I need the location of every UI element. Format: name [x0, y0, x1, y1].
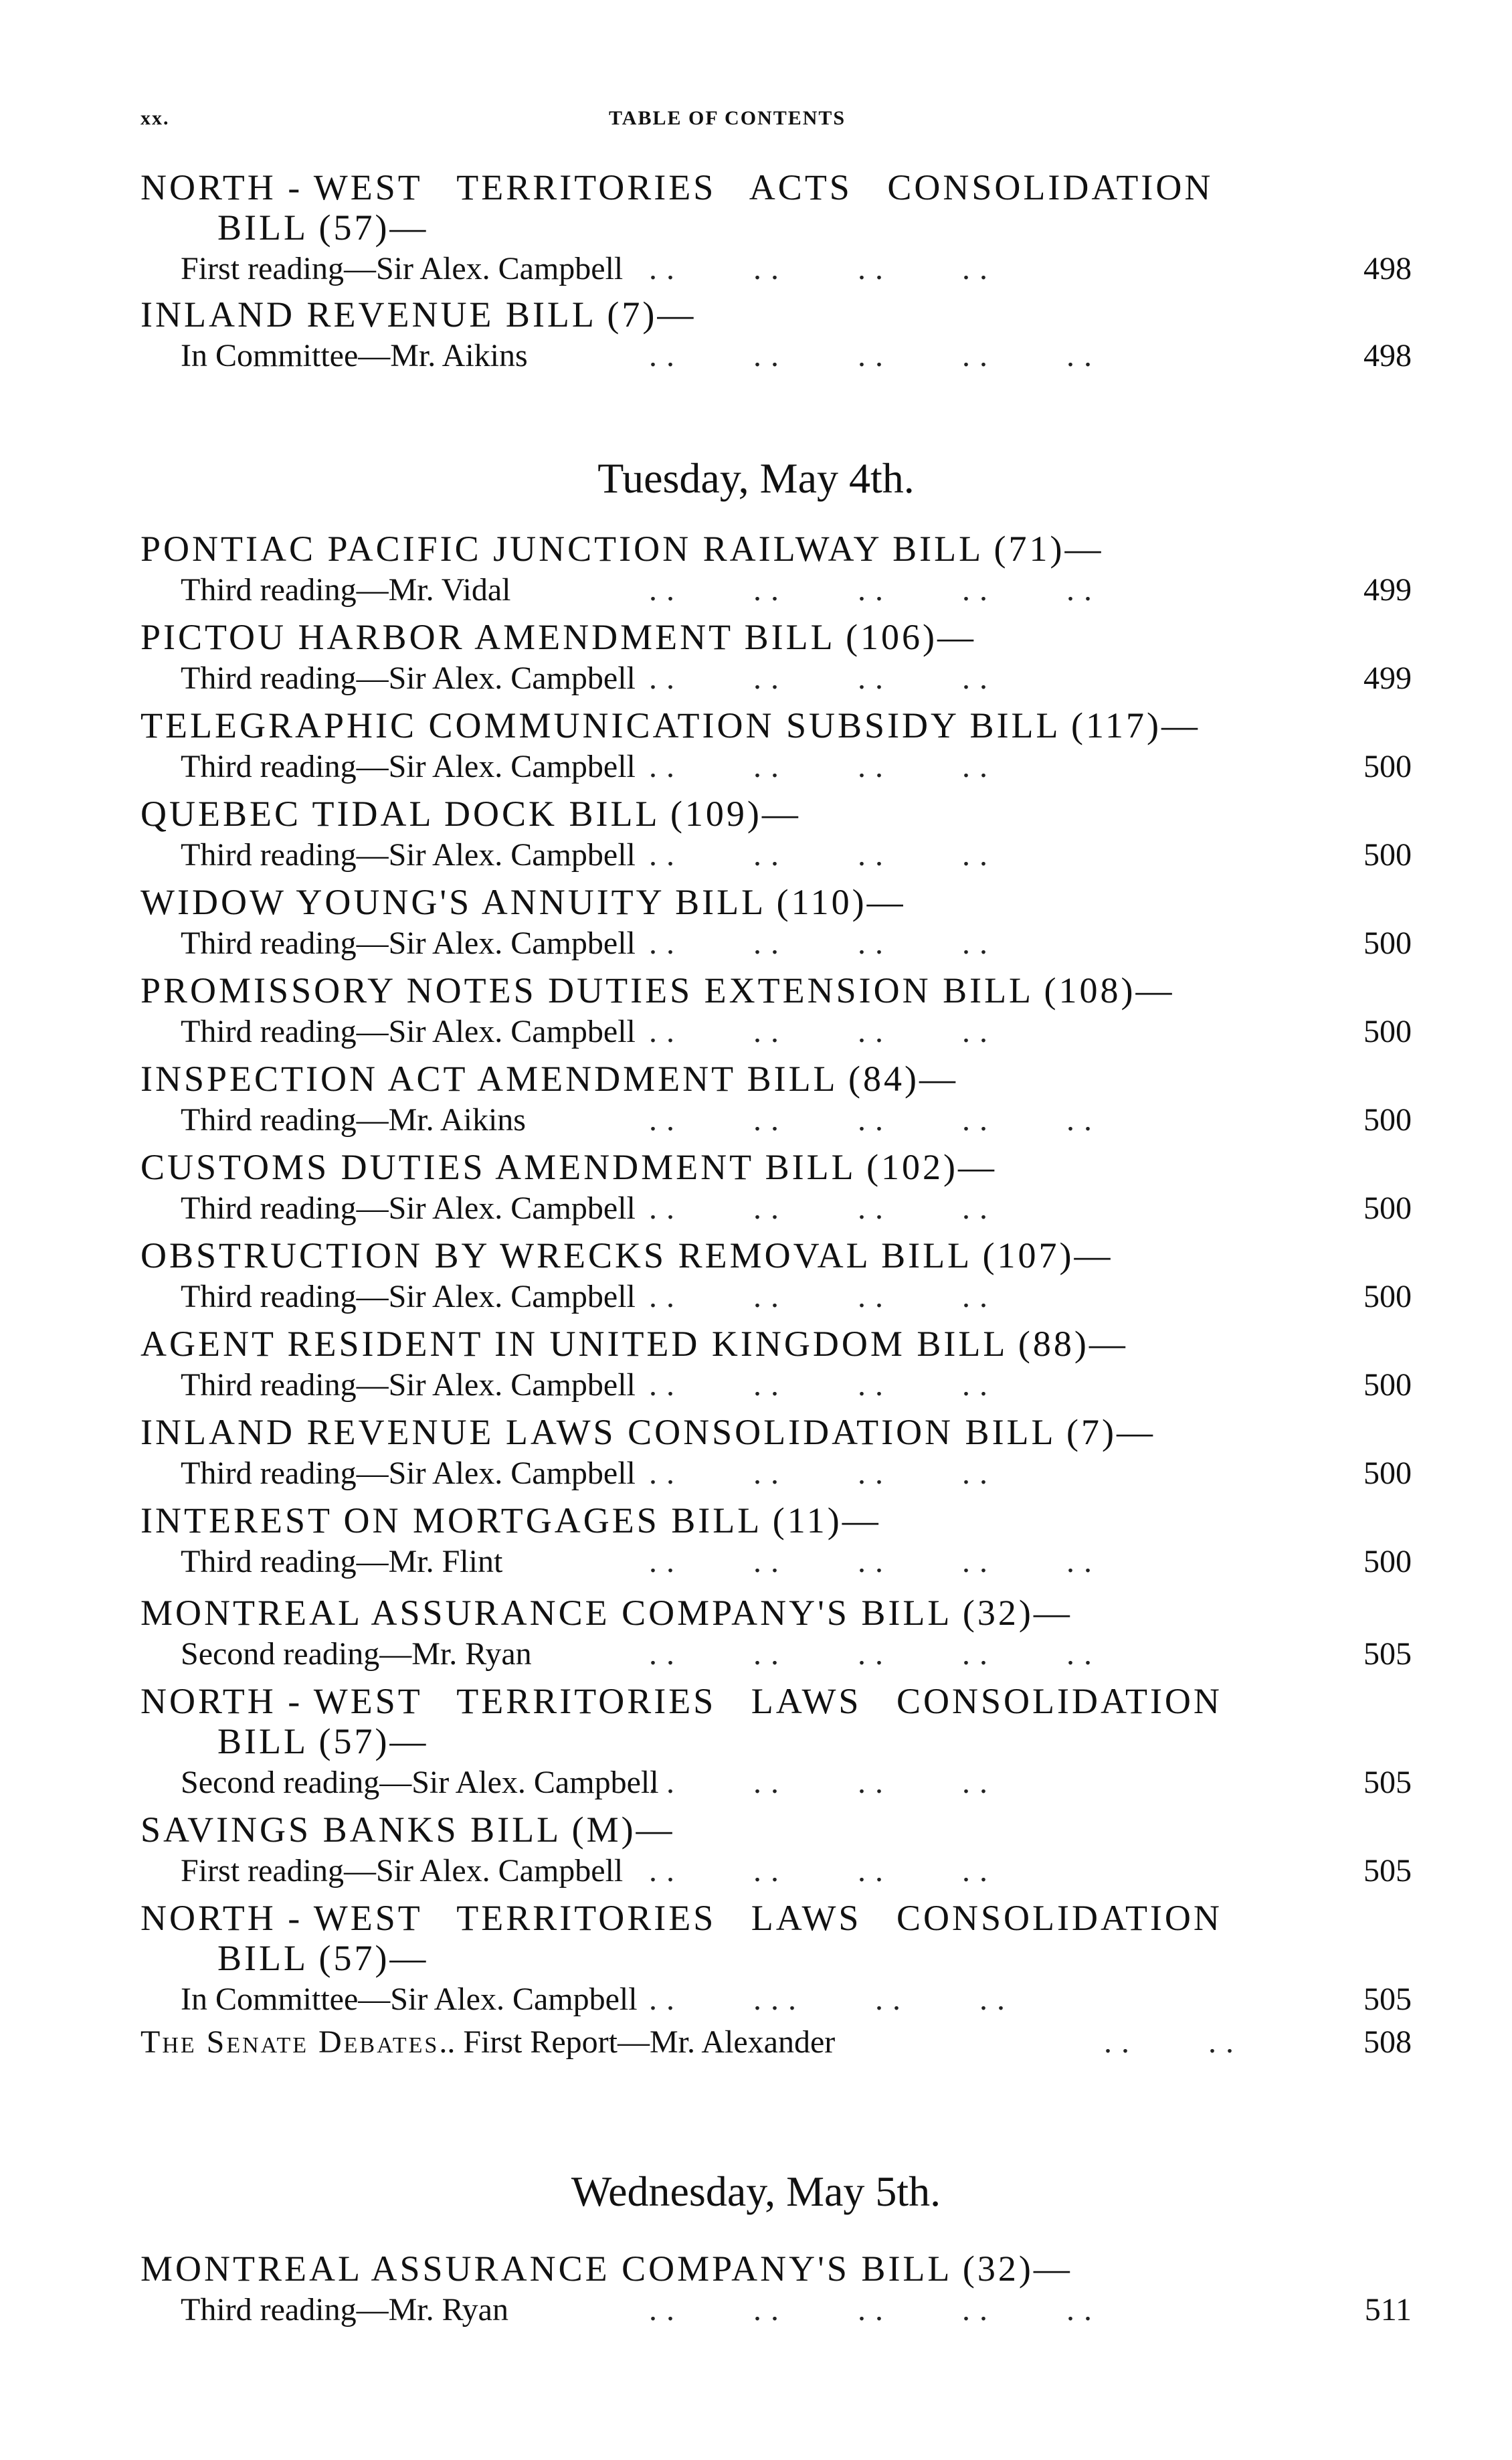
toc-entry — [140, 794, 1412, 877]
toc-line — [140, 745, 1412, 788]
page-number: 500 — [1363, 1367, 1412, 1403]
entry-description: Third reading—Mr. Flint — [181, 1544, 503, 1579]
toc-entry — [140, 1898, 1412, 2021]
bill-title: OBSTRUCTION BY WRECKS REMOVAL BILL (107)— — [140, 1235, 1113, 1276]
bill-title: NORTH - WEST TERRITORIES LAWS CONSOLIDATION — [140, 1898, 1222, 1938]
toc-entry — [140, 1593, 1412, 1676]
toc-entry — [140, 1500, 1412, 1583]
bill-title: INLAND REVENUE BILL (7)— — [140, 294, 696, 335]
toc-line — [140, 2289, 1412, 2332]
leader-dots: .. .. .. .. .. — [649, 1544, 1101, 1579]
leader-dots: .. .. .. .. — [649, 1367, 997, 1403]
toc-entry — [140, 1059, 1412, 1142]
bill-title: INLAND REVENUE LAWS CONSOLIDATION BILL (7)— — [140, 1412, 1155, 1452]
entry-description: Third reading—Sir Alex. Campbell — [181, 1279, 636, 1314]
toc-line: The Senate Debates.. First Report—Mr. Alexander .. .. 508 — [140, 2021, 1412, 2064]
leader-dots: .. .. .. .. — [649, 1456, 997, 1491]
running-head — [140, 107, 1445, 134]
leader-dots: .. .. .. .. — [649, 251, 997, 286]
toc-line — [140, 335, 1412, 377]
bill-title-continued: BILL (57)— — [217, 207, 429, 248]
entry-description: First Report—Mr. Alexander — [463, 2024, 836, 2060]
page-number: 500 — [1363, 837, 1412, 873]
toc-line — [140, 922, 1412, 965]
page-number: 498 — [1363, 251, 1412, 286]
bill-title: TELEGRAPHIC COMMUNICATION SUBSIDY BILL (117)— — [140, 705, 1200, 745]
leader-dots: .. .. .. .. .. — [649, 338, 1101, 373]
page-number: 500 — [1363, 1191, 1412, 1226]
leader-dots: .. .. .. .. — [649, 1191, 997, 1226]
leader-dots: .. .. .. .. .. — [649, 572, 1101, 608]
leader-dots: .. .. .. .. — [649, 837, 997, 873]
leader-dots: .. .. .. .. — [649, 1014, 997, 1049]
toc-line — [140, 248, 1412, 290]
leader-dots: .. .. .. .. .. — [649, 2292, 1101, 2327]
toc-line — [140, 1011, 1412, 1053]
toc-line — [140, 1452, 1412, 1495]
toc-line — [140, 657, 1412, 700]
page-number: 505 — [1363, 1853, 1412, 1888]
bill-title: PROMISSORY NOTES DUTIES EXTENSION BILL (108)— — [140, 970, 1175, 1011]
toc-entry — [140, 882, 1412, 965]
toc-line — [140, 1276, 1412, 1318]
toc-entry — [140, 167, 1412, 290]
bill-title: CUSTOMS DUTIES AMENDMENT BILL (102)— — [140, 1147, 998, 1187]
entry-description: In Committee—Sir Alex. Campbell — [181, 1982, 638, 2017]
bill-title: INSPECTION ACT AMENDMENT BILL (84)— — [140, 1059, 959, 1099]
senate-debates-label: The Senate Debates — [140, 2024, 440, 2060]
bill-title: AGENT RESIDENT IN UNITED KINGDOM BILL (88)— — [140, 1324, 1128, 1364]
toc-line — [140, 1761, 1412, 1804]
bill-title: NORTH - WEST TERRITORIES LAWS CONSOLIDATION — [140, 1681, 1222, 1721]
leader-dots: .. .. .. .. .. — [649, 1102, 1101, 1138]
page-folio: xx. — [140, 107, 170, 129]
toc-entry — [140, 2249, 1412, 2332]
toc-line — [140, 1364, 1412, 1407]
entry-description: Third reading—Sir Alex. Campbell — [181, 1367, 636, 1403]
bill-title: WIDOW YOUNG'S ANNUITY BILL (110)— — [140, 882, 906, 922]
entry-description: Second reading—Sir Alex. Campbell — [181, 1765, 659, 1800]
running-title: TABLE OF CONTENTS — [609, 107, 846, 129]
day-heading: Wednesday, May 5th. — [571, 2168, 941, 2215]
bill-title-continued: BILL (57)— — [217, 1721, 429, 1761]
page-number: 511 — [1364, 2292, 1412, 2327]
page-number: 499 — [1363, 661, 1412, 696]
toc-entry — [140, 970, 1412, 1053]
leader-dots: .. .. .. .. .. — [649, 1636, 1101, 1672]
entry-description: Third reading—Mr. Vidal — [181, 572, 511, 608]
page-number: 500 — [1363, 926, 1412, 961]
entry-description: Third reading—Mr. Aikins — [181, 1102, 526, 1138]
page-number: 500 — [1363, 1279, 1412, 1314]
bill-title: PICTOU HARBOR AMENDMENT BILL (106)— — [140, 617, 977, 657]
entry-description: In Committee—Mr. Aikins — [181, 338, 528, 373]
page-number: 500 — [1363, 1014, 1412, 1049]
leader-dots: .. .. .. .. — [649, 749, 997, 784]
page-number: 500 — [1363, 1456, 1412, 1491]
page-number: 500 — [1363, 1102, 1412, 1138]
page-number: 505 — [1363, 1982, 1412, 2017]
entry-description: Second reading—Mr. Ryan — [181, 1636, 532, 1672]
bill-title: INTEREST ON MORTGAGES BILL (11)— — [140, 1500, 881, 1541]
page-number: 499 — [1363, 572, 1412, 608]
entry-description: Third reading—Sir Alex. Campbell — [181, 1191, 636, 1226]
bill-title: MONTREAL ASSURANCE COMPANY'S BILL (32)— — [140, 2249, 1072, 2289]
toc-entry — [140, 1681, 1412, 1804]
entry-description: Third reading—Sir Alex. Campbell — [181, 926, 636, 961]
toc-entry — [140, 1412, 1412, 1495]
toc-line — [140, 1633, 1412, 1676]
entry-description: Third reading—Sir Alex. Campbell — [181, 661, 636, 696]
toc-line — [140, 1850, 1412, 1893]
toc-entry — [140, 1324, 1412, 1407]
toc-line — [140, 1099, 1412, 1142]
bill-title-continued: BILL (57)— — [217, 1938, 429, 1978]
entry-description: Third reading—Sir Alex. Campbell — [181, 749, 636, 784]
day-heading: Tuesday, May 4th. — [597, 454, 915, 502]
bill-title: MONTREAL ASSURANCE COMPANY'S BILL (32)— — [140, 1593, 1072, 1633]
page-number: 500 — [1363, 1544, 1412, 1579]
toc-line — [140, 1187, 1412, 1230]
toc-entry — [140, 705, 1412, 788]
entry-description: Third reading—Mr. Ryan — [181, 2292, 508, 2327]
leader-dots: .. .. .. .. — [649, 1853, 997, 1888]
entry-description: Third reading—Sir Alex. Campbell — [181, 1456, 636, 1491]
entry-description: Third reading—Sir Alex. Campbell — [181, 837, 636, 873]
leader-dots: .. .. — [1104, 2024, 1243, 2060]
bill-title: SAVINGS BANKS BILL (M)— — [140, 1810, 675, 1850]
toc-entry — [140, 294, 1412, 377]
toc-entry — [140, 617, 1412, 700]
entry-description: Third reading—Sir Alex. Campbell — [181, 1014, 636, 1049]
entry-description: First reading—Sir Alex. Campbell — [181, 251, 624, 286]
toc-line — [140, 1978, 1412, 2021]
toc-entry — [140, 529, 1412, 612]
page-number: 505 — [1363, 1636, 1412, 1672]
leader-dots: .. .. .. .. — [649, 1765, 997, 1800]
toc-line — [140, 1541, 1412, 1583]
leader-dots: .. .. .. .. — [649, 1279, 997, 1314]
toc-line — [140, 834, 1412, 877]
entry-description: First reading—Sir Alex. Campbell — [181, 1853, 624, 1888]
senate-debates-entry — [140, 2021, 1412, 2064]
page-number: 508 — [1363, 2024, 1412, 2060]
page-number: 500 — [1363, 749, 1412, 784]
toc-line — [140, 569, 1412, 612]
toc-entry — [140, 1235, 1412, 1318]
leader-dots: .. .. .. .. — [649, 926, 997, 961]
leader-dots: .. ... .. .. — [649, 1982, 1014, 2017]
leader-dots: .. .. .. .. — [649, 661, 997, 696]
page-number: 505 — [1363, 1765, 1412, 1800]
bill-title: NORTH - WEST TERRITORIES ACTS CONSOLIDATION — [140, 167, 1214, 207]
toc-entry — [140, 1810, 1412, 1893]
bill-title: PONTIAC PACIFIC JUNCTION RAILWAY BILL (71)— — [140, 529, 1104, 569]
bill-title: QUEBEC TIDAL DOCK BILL (109)— — [140, 794, 801, 834]
page-number: 498 — [1363, 338, 1412, 373]
toc-entry — [140, 1147, 1412, 1230]
